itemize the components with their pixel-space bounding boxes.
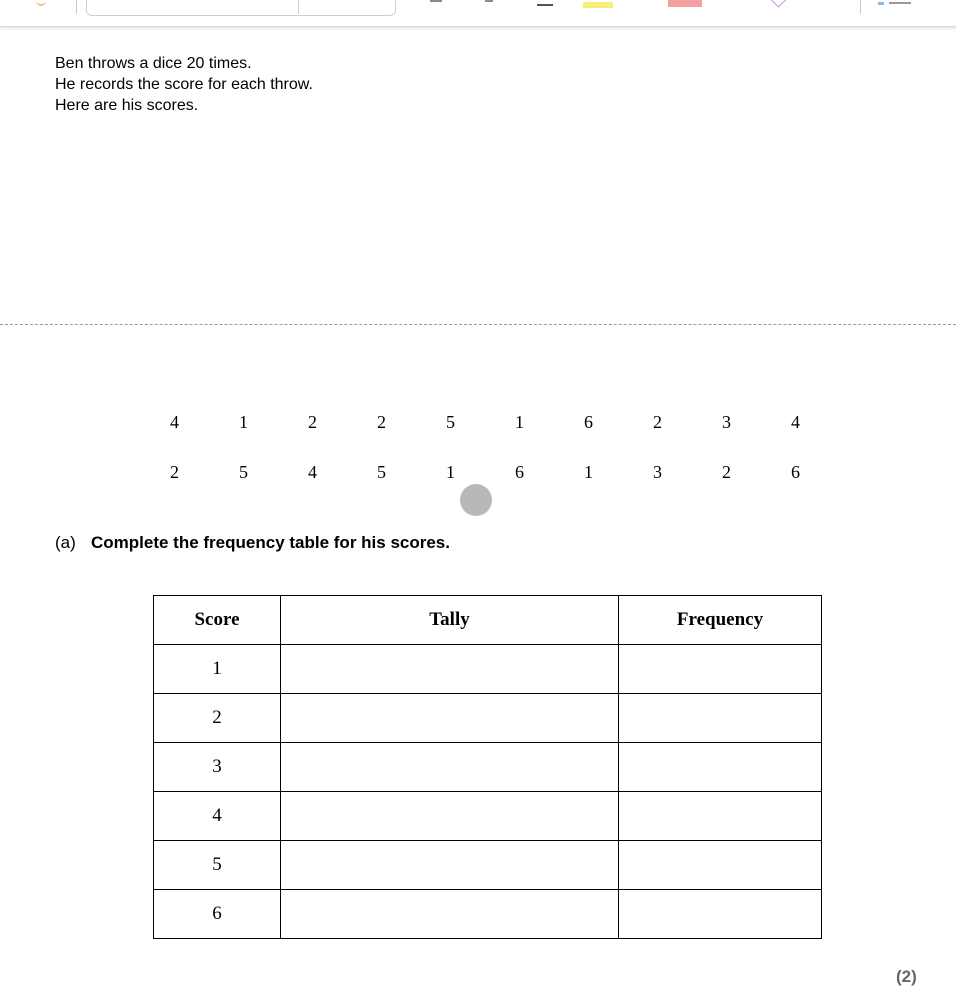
tally-cell[interactable] bbox=[281, 890, 619, 939]
table-header-row bbox=[154, 596, 822, 645]
pencil-icon[interactable] bbox=[36, 0, 46, 6]
score-value: 2 bbox=[170, 462, 179, 482]
score-value: 6 bbox=[791, 462, 800, 482]
question-part-a bbox=[55, 533, 450, 553]
question-label: (a) bbox=[55, 533, 76, 552]
question-intro bbox=[55, 53, 313, 116]
score-value: 2 bbox=[722, 462, 731, 482]
frequency-cell[interactable] bbox=[619, 890, 822, 939]
score-cell: 3 bbox=[154, 743, 281, 792]
score-value: 6 bbox=[584, 412, 593, 432]
tally-cell[interactable] bbox=[281, 792, 619, 841]
scores-row-1 bbox=[140, 408, 830, 458]
score-cell: 2 bbox=[154, 694, 281, 743]
intro-line: He records the score for each throw. bbox=[55, 76, 313, 93]
frequency-cell[interactable] bbox=[619, 743, 822, 792]
highlighter-icon[interactable] bbox=[583, 2, 613, 8]
tally-cell[interactable] bbox=[281, 743, 619, 792]
question-text: Complete the frequency table for his scores. bbox=[91, 533, 450, 552]
underline-icon[interactable] bbox=[537, 4, 553, 6]
frequency-table bbox=[153, 595, 822, 939]
score-value: 2 bbox=[377, 412, 386, 432]
score-value: 1 bbox=[239, 412, 248, 432]
score-value: 1 bbox=[584, 462, 593, 482]
score-value: 2 bbox=[653, 412, 662, 432]
toolbar-divider bbox=[76, 0, 77, 14]
frequency-cell[interactable] bbox=[619, 792, 822, 841]
score-value: 1 bbox=[515, 412, 524, 432]
list-line-icon bbox=[889, 2, 911, 4]
toolbar-input-field[interactable] bbox=[86, 0, 396, 16]
score-value: 3 bbox=[653, 462, 662, 482]
toolbar-tool-icon[interactable] bbox=[430, 0, 442, 2]
intro-line: Here are his scores. bbox=[55, 97, 199, 114]
table-row bbox=[154, 645, 822, 694]
score-cell: 1 bbox=[154, 645, 281, 694]
frequency-cell[interactable] bbox=[619, 645, 822, 694]
score-value: 3 bbox=[722, 412, 731, 432]
score-value: 2 bbox=[308, 412, 317, 432]
intro-line: Ben throws a dice 20 times. bbox=[55, 55, 252, 72]
score-value: 4 bbox=[308, 462, 317, 482]
score-cell: 4 bbox=[154, 792, 281, 841]
toolbar-divider bbox=[860, 0, 861, 14]
score-value: 6 bbox=[515, 462, 524, 482]
table-row bbox=[154, 841, 822, 890]
table-row bbox=[154, 694, 822, 743]
color-swatch-icon[interactable] bbox=[668, 0, 702, 7]
tally-cell[interactable] bbox=[281, 645, 619, 694]
score-value: 5 bbox=[446, 412, 455, 432]
score-cell: 5 bbox=[154, 841, 281, 890]
toolbar-tool-icon[interactable] bbox=[485, 0, 493, 2]
score-cell: 6 bbox=[154, 890, 281, 939]
tally-cell[interactable] bbox=[281, 841, 619, 890]
score-value: 1 bbox=[446, 462, 455, 482]
header-frequency: Frequency bbox=[619, 596, 822, 645]
score-value: 4 bbox=[170, 412, 179, 432]
frequency-cell[interactable] bbox=[619, 841, 822, 890]
score-value: 5 bbox=[377, 462, 386, 482]
toolbar bbox=[0, 0, 956, 27]
tally-cell[interactable] bbox=[281, 694, 619, 743]
table-row bbox=[154, 792, 822, 841]
table-row bbox=[154, 890, 822, 939]
page-break-divider bbox=[0, 324, 956, 325]
header-tally: Tally bbox=[281, 596, 619, 645]
list-icon[interactable] bbox=[878, 2, 884, 5]
header-score: Score bbox=[154, 596, 281, 645]
marks-label: (2) bbox=[896, 967, 917, 986]
frequency-cell[interactable] bbox=[619, 694, 822, 743]
eraser-icon[interactable] bbox=[769, 0, 787, 8]
pointer-cursor bbox=[460, 484, 492, 516]
table-row bbox=[154, 743, 822, 792]
score-value: 4 bbox=[791, 412, 800, 432]
score-value: 5 bbox=[239, 462, 248, 482]
toolbar-field-divider bbox=[298, 0, 299, 14]
